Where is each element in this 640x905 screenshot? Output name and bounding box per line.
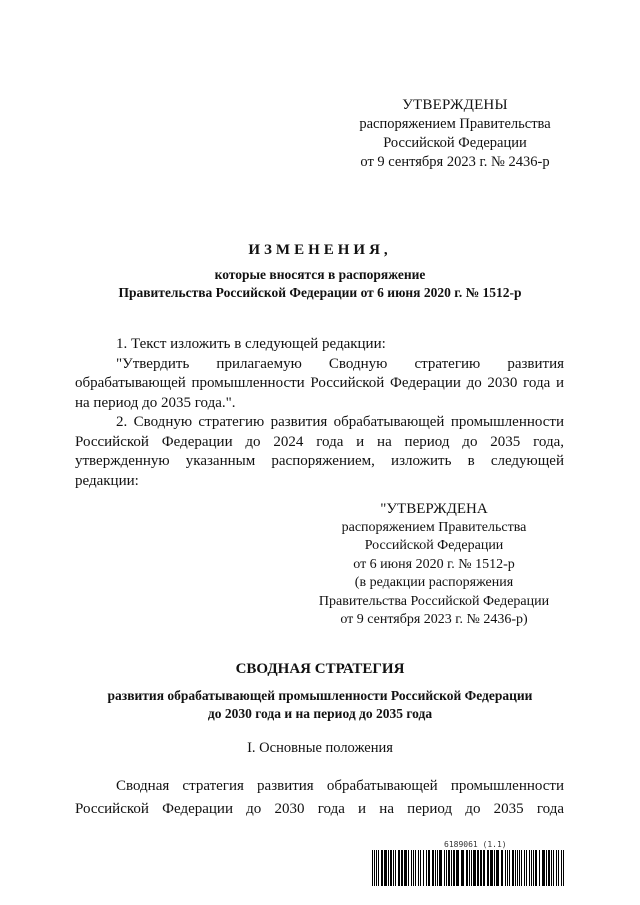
document-subtitle-1: которые вносятся в распоряжение [214, 267, 426, 282]
paragraph-1: 1. Текст изложить в следующей редакции: [116, 336, 386, 352]
barcode-bar [501, 850, 503, 886]
barcode-bar [553, 850, 554, 886]
barcode-bar [398, 850, 400, 886]
barcode-bar [558, 850, 559, 886]
strategy-approval-line-3: от 6 июня 2020 г. № 1512-р [353, 556, 515, 572]
barcode-bar [509, 850, 510, 886]
barcode [372, 850, 567, 886]
barcode-bar [483, 850, 485, 886]
barcode-bar [471, 850, 472, 886]
barcode-bar [432, 850, 434, 886]
barcode-bar [376, 850, 377, 886]
barcode-bar [473, 850, 476, 886]
barcode-bar [381, 850, 383, 886]
barcode-bar [519, 850, 520, 886]
barcode-bar [546, 850, 547, 886]
barcode-bar [529, 850, 530, 886]
barcode-bar [388, 850, 389, 886]
document-title: ИЗМЕНЕНИЯ, [248, 242, 392, 258]
barcode-bar [461, 850, 464, 886]
strategy-approval-line-5: Правительства Российской Федерации [318, 593, 550, 609]
barcode-bar [393, 850, 394, 886]
approval-line-1: распоряжением Правительства [359, 116, 551, 132]
barcode-bar [469, 850, 470, 886]
strategy-approval-block [305, 500, 563, 630]
barcode-bar [401, 850, 403, 886]
strategy-title: СВОДНАЯ СТРАТЕГИЯ [235, 661, 405, 677]
barcode-bar [551, 850, 552, 886]
barcode-bar [411, 850, 412, 886]
barcode-bar [413, 850, 414, 886]
document-code: 6189061 (1.1) [444, 840, 507, 849]
barcode-bar [505, 850, 506, 886]
barcode-bar [466, 850, 468, 886]
barcode-bar [420, 850, 421, 886]
approved-heading: УТВЕРЖДЕНЫ [402, 97, 508, 113]
approval-stamp-block [320, 96, 590, 172]
barcode-bar [531, 850, 532, 886]
barcode-bar [418, 850, 419, 886]
barcode-bar [384, 850, 387, 886]
barcode-bar [451, 850, 452, 886]
barcode-bar [435, 850, 436, 886]
barcode-bar [480, 850, 482, 886]
barcode-bar [539, 850, 540, 886]
barcode-bar [526, 850, 527, 886]
barcode-bar [448, 850, 450, 886]
barcode-bar [390, 850, 392, 886]
strategy-approval-line-2: Российской Федерации [364, 538, 504, 553]
barcode-bar [535, 850, 537, 886]
barcode-bar [395, 850, 396, 886]
barcode-bar [563, 850, 564, 886]
barcode-bar [507, 850, 508, 886]
barcode-bar [408, 850, 409, 886]
barcode-bar [524, 850, 525, 886]
barcode-bar [487, 850, 489, 886]
barcode-bar [426, 850, 427, 886]
barcode-bar [490, 850, 493, 886]
barcode-bar [494, 850, 495, 886]
barcode-bar [521, 850, 522, 886]
section-heading: I. Основные положения [247, 740, 393, 756]
document-subtitle-2: Правительства Российской Федерации от 6 июня 2020 г. № 1512-р [118, 285, 522, 300]
barcode-bar [542, 850, 545, 886]
barcode-bar [374, 850, 375, 886]
barcode-bar [477, 850, 479, 886]
strategy-approval-line-1: распоряжением Правительства [341, 519, 527, 535]
barcode-bar [446, 850, 447, 886]
strategy-approval-line-6: от 9 сентября 2023 г. № 2436-р) [340, 612, 528, 627]
barcode-bar [437, 850, 438, 886]
approval-line-2: Российской Федерации [383, 135, 527, 151]
barcode-bar [378, 850, 379, 886]
barcode-bar [556, 850, 557, 886]
barcode-bar [415, 850, 416, 886]
barcode-bar [515, 850, 516, 886]
barcode-bar [404, 850, 407, 886]
barcode-bar [428, 850, 430, 886]
strategy-approval-line-4: (в редакции распоряжения [354, 575, 514, 590]
barcode-bar [517, 850, 518, 886]
strategy-subtitle-1: развития обрабатывающей промышленности Российской Федерации [107, 688, 533, 703]
section-body [75, 775, 564, 821]
strategy-subtitle-2: до 2030 года и на период до 2035 года [207, 706, 433, 721]
barcode-bar [372, 850, 373, 886]
body-text [75, 335, 564, 491]
barcode-bar [456, 850, 459, 886]
approval-line-3: от 9 сентября 2023 г. № 2436-р [360, 154, 550, 170]
barcode-bar [561, 850, 562, 886]
paragraph-3: 2. Сводную стратегию развития обрабатывающей промышленности Российской Федерации до 2024 года и на период до 2035 года, утвержденную указанным распоряжением, изложить в следующей редакции: [75, 414, 564, 489]
barcode-bar [512, 850, 514, 886]
section-paragraph: Сводная стратегия развития обрабатывающей промышленности Российской Федерации до 2030 года и на период до 2035 года [75, 778, 564, 817]
barcode-bar [496, 850, 499, 886]
barcode-bar [453, 850, 455, 886]
strategy-approved-heading: "УТВЕРЖДЕНА [380, 501, 488, 517]
barcode-bar [444, 850, 445, 886]
barcode-bar [439, 850, 442, 886]
barcode-bar [548, 850, 550, 886]
barcode-bar [423, 850, 424, 886]
paragraph-2: "Утвердить прилагаемую Сводную стратегию развития обрабатывающей промышленности Российской Федерации до 2030 года и на период до 2035 года.". [75, 355, 564, 411]
barcode-bar [533, 850, 534, 886]
